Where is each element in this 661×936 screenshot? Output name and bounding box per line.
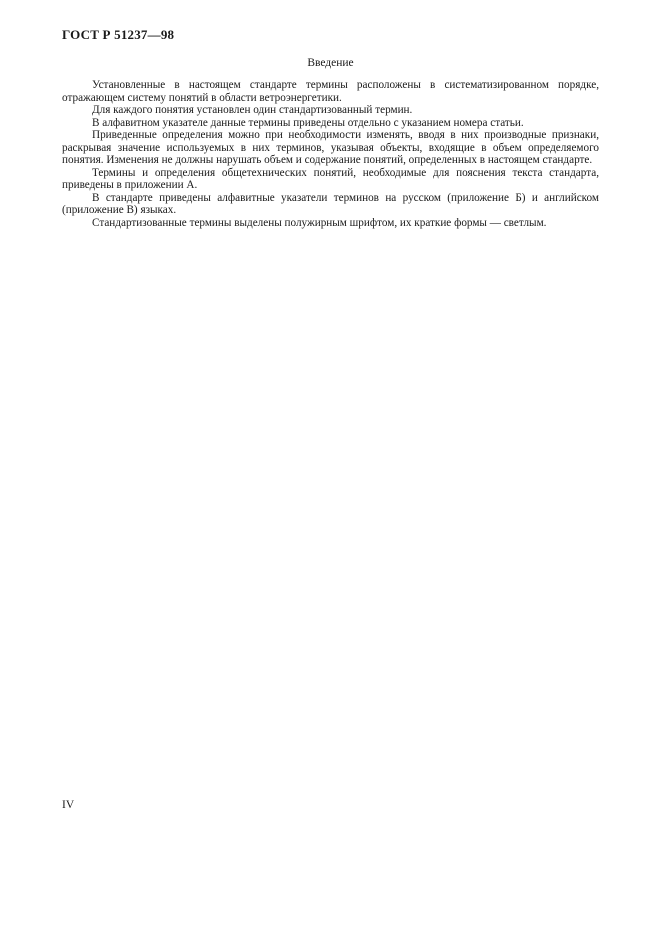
- paragraph: В стандарте приведены алфавитные указатели терминов на русском (приложение Б) и английском (приложение В) языках.: [62, 191, 599, 216]
- paragraph: Для каждого понятия установлен один стандартизованный термин.: [92, 104, 413, 116]
- paragraph: Термины и определения общетехнических понятий, необходимые для пояснения текста стандарта, приведены в приложении А.: [62, 166, 599, 191]
- paragraph: В алфавитном указателе данные термины приведены отдельно с указанием номера статьи.: [92, 116, 524, 129]
- section-title: Введение: [307, 57, 354, 69]
- introduction-body: [62, 79, 599, 229]
- page-number: IV: [62, 799, 75, 811]
- paragraph: Установленные в настоящем стандарте термины расположены в систематизированном порядке, отражающем систему понятий в области ветроэнергетики.: [62, 79, 599, 104]
- document-code: ГОСТ Р 51237—98: [62, 27, 175, 42]
- paragraph: Приведенные определения можно при необходимости изменять, вводя в них производные признаки, раскрывая значение используемых в них терминов, указывая объекты, входящие в объем определяемого понятия. Изменения не должны нарушать объем и содержание понятий, определенных в настоящем стандарте.: [62, 129, 599, 166]
- paragraph: Стандартизованные термины выделены полужирным шрифтом, их краткие формы — светлым.: [92, 216, 547, 229]
